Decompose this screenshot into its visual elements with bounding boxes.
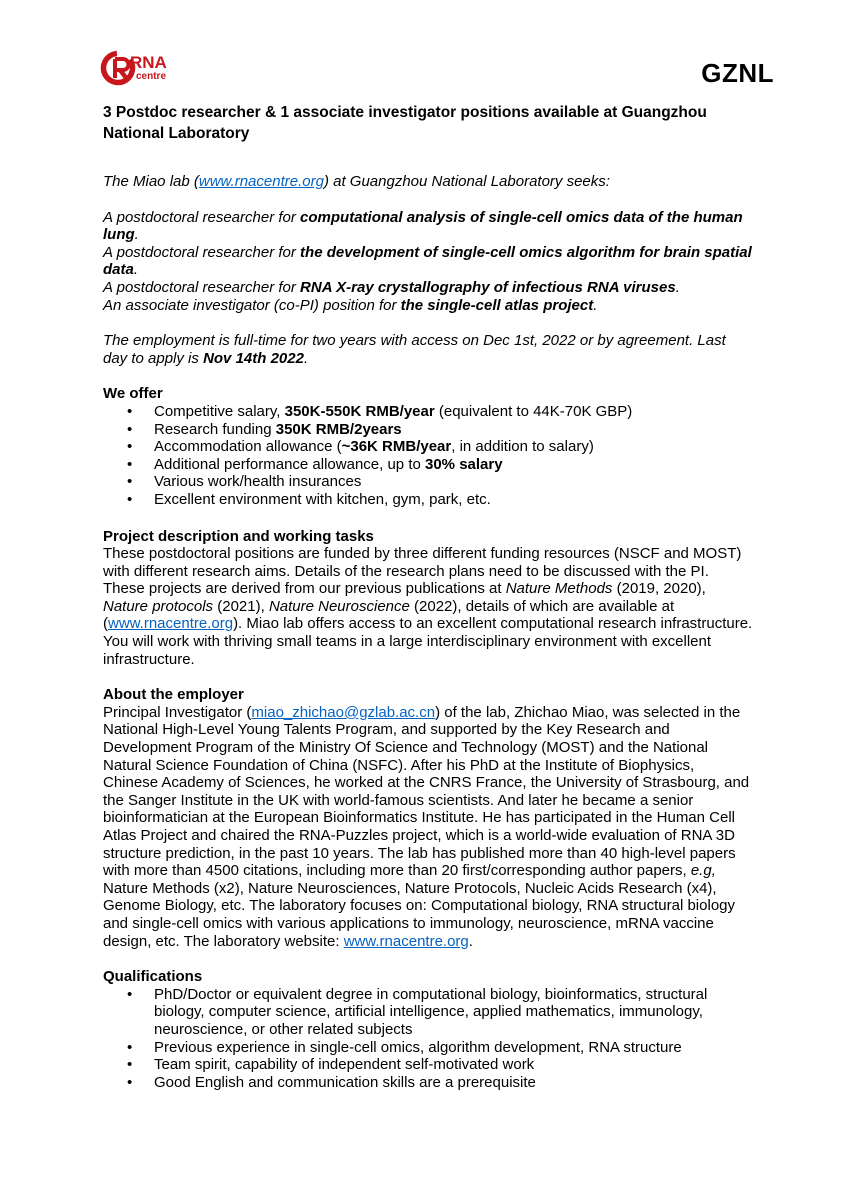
- project-heading: Project description and working tasks: [103, 527, 374, 545]
- logo-text-centre: centre: [136, 71, 167, 82]
- employer-heading: About the employer: [103, 686, 244, 704]
- page-title: 3 Postdoc researcher & 1 associate investigator positions available at Guangzhou National Laboratory: [103, 104, 707, 142]
- offer-item: • Various work/health insurances: [154, 473, 753, 491]
- offer-item: • Research funding 350K RMB/2years: [154, 421, 753, 439]
- qualification-item: • Previous experience in single-cell omics, algorithm development, RNA structure: [154, 1039, 753, 1057]
- offer-item: • Additional performance allowance, up to 30% salary: [154, 456, 753, 474]
- position-item: A postdoctoral researcher for computational analysis of single-cell omics data of the human lung.: [103, 208, 743, 244]
- qualification-item: • Team spirit, capability of independent self-motivated work: [154, 1056, 753, 1074]
- position-item: A postdoctoral researcher for RNA X-ray crystallography of infectious RNA viruses.: [103, 278, 680, 296]
- qualifications-list: [103, 986, 753, 1092]
- document-body: [103, 102, 753, 1091]
- offer-item: • Excellent environment with kitchen, gym, park, etc.: [154, 491, 753, 509]
- employer-website-link[interactable]: www.rnacentre.org: [343, 932, 469, 950]
- lab-website-link[interactable]: www.rnacentre.org: [198, 173, 324, 190]
- project-website-link[interactable]: www.rnacentre.org: [108, 615, 234, 633]
- qualification-item: • Good English and communication skills are a prerequisite: [154, 1074, 753, 1092]
- employment-paragraph: The employment is full-time for two years with access on Dec 1st, 2022 or by agreement. Last day to apply is Nov 14th 2022.: [103, 332, 726, 367]
- position-item: An associate investigator (co-PI) position for the single-cell atlas project.: [103, 296, 598, 314]
- org-label: GZNL: [701, 58, 774, 88]
- qualification-item: • PhD/Doctor or equivalent degree in computational biology, bioinformatics, structural biology, computer science, artificial intelligence, applied mathematics, immunology, neuroscience, or other related subjects: [154, 986, 753, 1039]
- positions-list: [103, 209, 753, 315]
- intro-paragraph: The Miao lab (www.rnacentre.org) at Guangzhou National Laboratory seeks:: [103, 173, 610, 190]
- project-paragraph: These postdoctoral positions are funded by three different funding resources (NSCF and MOST) with different research aims. Details of the research plans need to be discussed with the PI. These projects are derived from our previous publications at Nature Methods (2019, 2020), Nature protocols (2021), Nature Neuroscience (2022), details of which are available at (www.rnacentre.org). Miao lab offers access to an excellent computational research infrastructure. You will work with thriving small teams in a large interdisciplinary environment with excellent infrastructure.: [103, 545, 753, 668]
- offer-item: • Accommodation allowance (~36K RMB/year, in addition to salary): [154, 438, 753, 456]
- qualifications-heading: Qualifications: [103, 968, 203, 986]
- pi-email-link[interactable]: miao_zhichao@gzlab.ac.cn: [251, 703, 436, 721]
- position-item: A postdoctoral researcher for the development of single-cell omics algorithm for brain spatial data.: [103, 243, 752, 279]
- offer-item: • Competitive salary, 350K-550K RMB/year (equivalent to 44K-70K GBP): [154, 403, 753, 421]
- rna-centre-logo: [100, 46, 180, 90]
- offer-heading: We offer: [103, 385, 163, 403]
- offer-list: [103, 403, 753, 509]
- logo-text-rna: RNA: [130, 53, 167, 72]
- employer-paragraph: Principal Investigator (miao_zhichao@gzlab.ac.cn) of the lab, Zhichao Miao, was selected in the National High-Level Young Talents Program, and supported by the Key Research and Development Program of the Ministry Of Science and Technology (MOST) and the National Natural Science Foundation of China (NSFC). After his PhD at the Institute of Biophysics, Chinese Academy of Sciences, he worked at the CNRS France, the University of Strasbourg, and the Sanger Institute in the UK with world-famous scientists. And later he became a senior bioinformatician at the European Bioinformatics Institute. He has participated in the Human Cell Atlas Project and chaired the RNA-Puzzles project, which is a world-wide evaluation of RNA 3D structure prediction, in the past 10 years. The lab has published more than 40 high-level papers with more than 4500 citations, including more than 20 first/corresponding author papers, e.g, Nature Methods (x2), Nature Neurosciences, Nature Protocols, Nucleic Acids Research (x4), Genome Biology, etc. The laboratory focuses on: Computational biology, RNA structural biology and single-cell omics with various applications to immunology, neuroscience, mRNA vaccine design, etc. The laboratory website: www.rnacentre.org.: [103, 703, 750, 950]
